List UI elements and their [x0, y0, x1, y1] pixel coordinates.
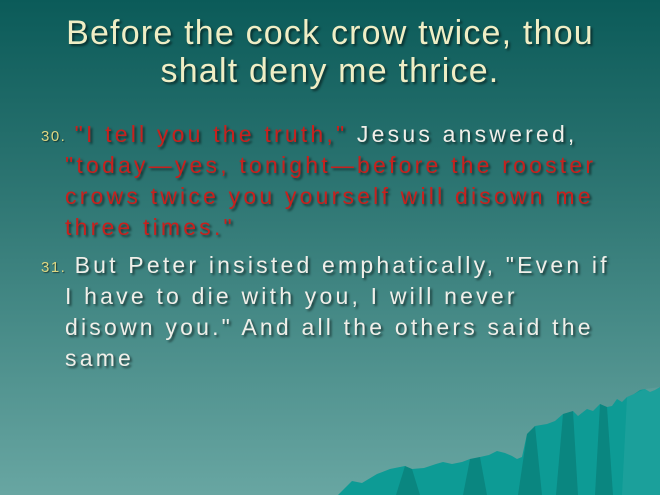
verse-text	[65, 119, 615, 243]
verse-item-31	[0, 250, 620, 374]
verse-text	[65, 250, 620, 374]
verse-segment: Jesus answered,	[347, 121, 588, 147]
mountain-facet	[463, 457, 487, 495]
verse-segment: "I tell you the truth,"	[65, 121, 348, 147]
slide-title	[0, 14, 660, 90]
mountain-facet	[556, 411, 578, 495]
mountain-highlight	[622, 387, 660, 495]
verse-number: 31.	[41, 259, 67, 276]
mountain-facet	[595, 404, 613, 495]
verse-segment: But Peter insisted emphatically, "Even if I have to die with you, I will never disown you." And all the others said the same	[65, 252, 620, 371]
mountain-facet	[518, 426, 542, 495]
slide-title-line-2: shalt deny me thrice.	[160, 52, 500, 90]
verse-number: 30.	[41, 128, 67, 145]
slide-title-line-1: Before the cock crow twice, thou	[66, 14, 594, 52]
mountain-facet	[396, 466, 420, 495]
mountain-ridge-shape	[338, 387, 660, 495]
verse-segment: "today—yes, tonight—before the rooster crows twice you yourself will disown me three times."	[65, 152, 606, 240]
verse-item-30	[0, 119, 615, 243]
verse-list	[0, 119, 620, 381]
